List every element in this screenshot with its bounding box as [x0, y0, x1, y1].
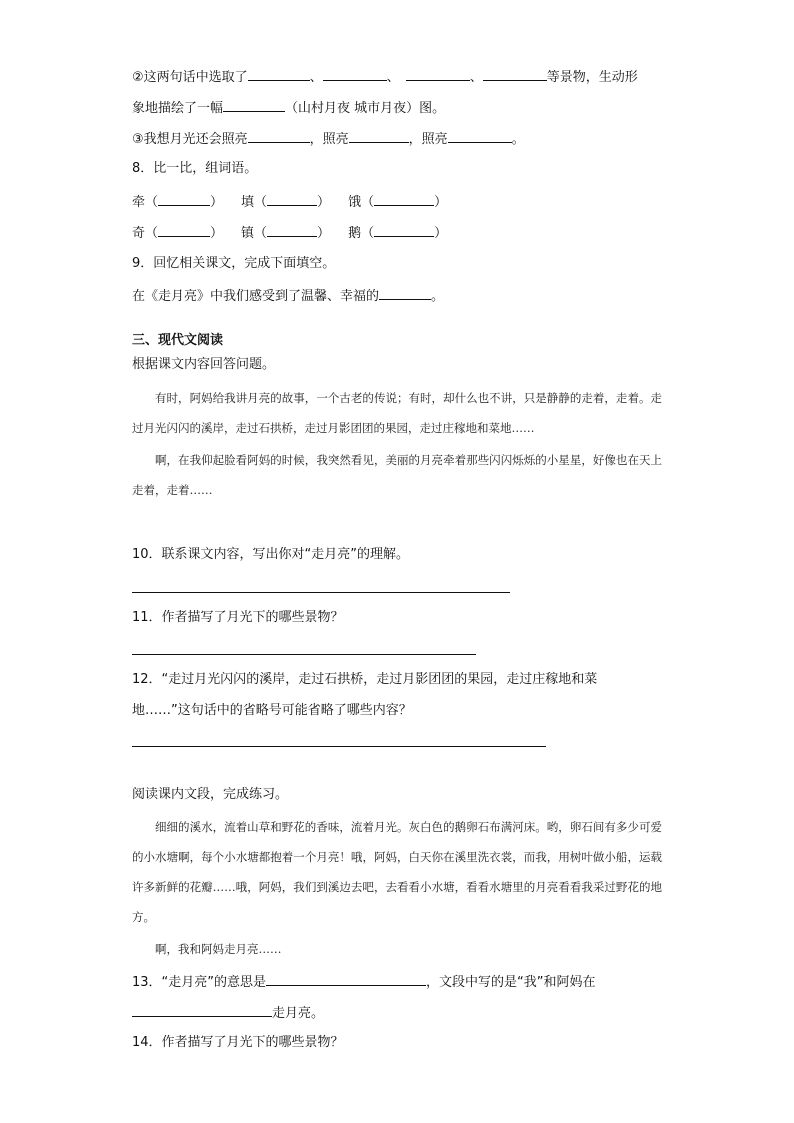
answer-blank[interactable] [483, 66, 547, 81]
q12-question-line2: 地……”这句话中的省略号可能省略了哪些内容？ [132, 703, 412, 718]
answer-blank[interactable] [379, 285, 431, 300]
answer-blank[interactable] [374, 222, 434, 237]
answer-blank[interactable] [406, 66, 470, 81]
passage-paragraph: 啊，我和阿妈走月亮…… [155, 942, 282, 956]
q13-line2: 走月亮。 [132, 1002, 324, 1024]
answer-blank[interactable] [248, 128, 310, 143]
answer-blank[interactable] [248, 66, 310, 81]
answer-blank[interactable] [267, 222, 317, 237]
q8-row1 [132, 191, 447, 213]
reading-passage-1 [132, 383, 662, 505]
word-item: 奇（ ） [132, 222, 223, 244]
answer-blank[interactable] [267, 191, 317, 206]
word-item: 鹅（ ） [348, 222, 447, 244]
q10-question: 10．联系课文内容，写出你对“走月亮”的理解。 [132, 547, 410, 562]
answer-blank[interactable] [132, 1002, 272, 1017]
q14-question: 14．作者描写了月光下的哪些景物？ [132, 1035, 344, 1050]
reading-passage-2 [132, 812, 662, 964]
section-instruction: 阅读课内文段，完成练习。 [132, 787, 289, 802]
answer-blank[interactable] [448, 128, 512, 143]
passage-paragraph: 啊，在我仰起脸看阿妈的时候，我突然看见，美丽的月亮牵着那些闪闪烁烁的小星星，好像也在天上走着，走着…… [132, 453, 662, 497]
q7-part3-line: ③我想月光还会照亮 ，照亮 ，照亮 。 [132, 128, 525, 150]
answer-blank[interactable] [158, 191, 210, 206]
q9-text: 在《走月亮》中我们感受到了温馨、幸福的 。 [132, 285, 444, 307]
q11-question: 11．作者描写了月光下的哪些景物？ [132, 610, 344, 625]
q9-title: 9．回忆相关课文，完成下面填空。 [132, 256, 336, 271]
answer-blank[interactable] [349, 128, 409, 143]
answer-blank[interactable] [323, 66, 387, 81]
answer-blank[interactable] [158, 222, 210, 237]
word-item: 牵（ ） [132, 191, 223, 213]
answer-line[interactable] [132, 746, 546, 747]
q12-question-line1: 12．“走过月光闪闪的溪岸，走过石拱桥，走过月影团团的果园，走过庄稼地和菜 [132, 672, 598, 687]
q8-row2 [132, 222, 447, 244]
section-heading: 三、现代文阅读 [132, 333, 224, 348]
q7-part2-line1: ②这两句话中选取了 、 、 、 等景物，生动形 [132, 66, 638, 88]
word-item: 饿（ ） [348, 191, 447, 213]
answer-blank[interactable] [223, 97, 285, 112]
passage-paragraph: 细细的溪水，流着山草和野花的香味，流着月光。灰白色的鹅卵石布满河床。哟，卵石间有多少可爱的小水塘啊，每个小水塘都抱着一个月亮！哦，阿妈，白天你在溪里洗衣裳，而我，用树叶做小船，运载许多新鲜的花瓣……哦，阿妈，我们到溪边去吧，去看看小水塘，看看水塘里的月亮看看我采过野花的地方。 [132, 820, 662, 924]
q8-title: 8．比一比，组词语。 [132, 161, 258, 176]
passage-paragraph: 有时，阿妈给我讲月亮的故事，一个古老的传说；有时，却什么也不讲，只是静静的走着，走着。走过月光闪闪的溪岸，走过石拱桥，走过月影团团的果园，走过庄稼地和菜地…… [132, 391, 662, 435]
q13-line1: 13．“走月亮”的意思是 ，文段中写的是“我”和阿妈在 [132, 971, 596, 993]
word-item: 填（ ） [241, 191, 330, 213]
section-instruction: 根据课文内容回答问题。 [132, 357, 276, 372]
answer-line[interactable] [132, 654, 476, 655]
answer-line[interactable] [132, 592, 510, 593]
q7-part2-line2: 象地描绘了一幅 （山村月夜 城市月夜）图。 [132, 97, 445, 119]
word-item: 镇（ ） [241, 222, 330, 244]
answer-blank[interactable] [374, 191, 434, 206]
answer-blank[interactable] [266, 971, 426, 986]
